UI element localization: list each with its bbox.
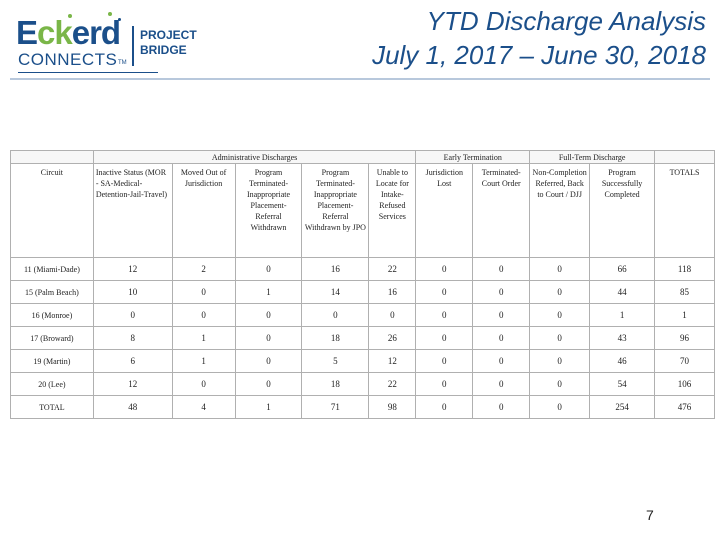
value-cell: 16 (369, 281, 416, 304)
group-header-blank (655, 151, 715, 164)
circuit-cell: 20 (Lee) (11, 373, 94, 396)
eckerd-connects-logo (10, 8, 210, 78)
value-cell: 71 (302, 396, 369, 419)
value-cell: 8 (93, 327, 172, 350)
circuit-cell: 17 (Broward) (11, 327, 94, 350)
column-header-non-completion: Non-Completion Referred, Back to Court / DJJ (530, 164, 590, 258)
value-cell: 12 (93, 258, 172, 281)
column-header-successfully-completed: Program Successfully Completed (590, 164, 655, 258)
logo-underline (18, 72, 158, 73)
table-body (11, 258, 715, 419)
value-cell: 0 (416, 304, 473, 327)
column-header-inactive-status: Inactive Status (MOR - SA-Medical-Detention-Jail-Travel) (93, 164, 172, 258)
value-cell: 1 (590, 304, 655, 327)
value-cell: 66 (590, 258, 655, 281)
value-cell: 54 (590, 373, 655, 396)
value-cell: 2 (172, 258, 235, 281)
value-cell: 18 (302, 327, 369, 350)
value-cell: 0 (473, 258, 530, 281)
value-cell: 0 (235, 258, 302, 281)
value-cell: 6 (93, 350, 172, 373)
value-cell: 26 (369, 327, 416, 350)
logo-trademark: TM (118, 60, 127, 66)
value-cell: 0 (473, 396, 530, 419)
value-cell: 0 (172, 304, 235, 327)
value-cell: 0 (172, 281, 235, 304)
value-cell: 0 (416, 350, 473, 373)
column-header-unable-to-locate: Unable to Locate for Intake-Refused Services (369, 164, 416, 258)
value-cell: 16 (302, 258, 369, 281)
logo-project-bridge: PROJECT BRIDGE (140, 28, 197, 57)
table-row (11, 304, 715, 327)
group-header-blank (11, 151, 94, 164)
value-cell: 48 (93, 396, 172, 419)
header-divider (10, 78, 710, 80)
group-header-row (11, 151, 715, 164)
logo-wordmark: Eckerd (16, 14, 121, 51)
circuit-cell: 19 (Martin) (11, 350, 94, 373)
circuit-cell: TOTAL (11, 396, 94, 419)
value-cell: 254 (590, 396, 655, 419)
table-row (11, 258, 715, 281)
value-cell: 0 (530, 281, 590, 304)
logo-divider (132, 26, 134, 66)
value-cell: 1 (172, 350, 235, 373)
value-cell: 0 (302, 304, 369, 327)
column-header-program-terminated-jpo: Program Terminated-Inappropriate Placement-Referral Withdrawn by JPO (302, 164, 369, 258)
value-cell: 0 (473, 373, 530, 396)
value-cell: 0 (473, 350, 530, 373)
slide-title (372, 4, 706, 72)
column-header-circuit: Circuit (11, 164, 94, 258)
total-cell: 118 (655, 258, 715, 281)
title-line-2: July 1, 2017 – June 30, 2018 (372, 40, 706, 70)
circuit-cell: 11 (Miami-Dade) (11, 258, 94, 281)
column-header-row (11, 164, 715, 258)
value-cell: 0 (369, 304, 416, 327)
total-row (11, 396, 715, 419)
value-cell: 0 (530, 396, 590, 419)
value-cell: 18 (302, 373, 369, 396)
total-cell: 85 (655, 281, 715, 304)
total-cell: 106 (655, 373, 715, 396)
group-header-administrative: Administrative Discharges (93, 151, 416, 164)
circuit-cell: 15 (Palm Beach) (11, 281, 94, 304)
table-row (11, 350, 715, 373)
value-cell: 1 (235, 396, 302, 419)
value-cell: 0 (530, 304, 590, 327)
value-cell: 10 (93, 281, 172, 304)
value-cell: 0 (416, 258, 473, 281)
value-cell: 0 (530, 350, 590, 373)
value-cell: 0 (530, 373, 590, 396)
column-header-jurisdiction-lost: Jurisdiction Lost (416, 164, 473, 258)
value-cell: 22 (369, 373, 416, 396)
value-cell: 4 (172, 396, 235, 419)
value-cell: 0 (473, 281, 530, 304)
value-cell: 0 (416, 281, 473, 304)
value-cell: 0 (473, 327, 530, 350)
table-row (11, 373, 715, 396)
value-cell: 1 (172, 327, 235, 350)
value-cell: 43 (590, 327, 655, 350)
value-cell: 0 (530, 258, 590, 281)
value-cell: 0 (235, 373, 302, 396)
total-cell: 476 (655, 396, 715, 419)
group-header-early-termination: Early Termination (416, 151, 530, 164)
title-line-1: YTD Discharge Analysis (426, 6, 706, 36)
value-cell: 14 (302, 281, 369, 304)
value-cell: 0 (473, 304, 530, 327)
column-header-program-terminated: Program Terminated-Inappropriate Placement-Referral Withdrawn (235, 164, 302, 258)
discharge-table (10, 150, 715, 419)
value-cell: 22 (369, 258, 416, 281)
column-header-totals: TOTALS (655, 164, 715, 258)
value-cell: 0 (172, 373, 235, 396)
value-cell: 12 (93, 373, 172, 396)
column-header-court-order: Terminated-Court Order (473, 164, 530, 258)
total-cell: 96 (655, 327, 715, 350)
logo-connects: CONNECTS (18, 50, 118, 69)
value-cell: 0 (235, 327, 302, 350)
group-header-full-term: Full-Term Discharge (530, 151, 655, 164)
table-row (11, 327, 715, 350)
total-cell: 1 (655, 304, 715, 327)
value-cell: 0 (416, 327, 473, 350)
column-header-moved-out: Moved Out of Jurisdiction (172, 164, 235, 258)
value-cell: 12 (369, 350, 416, 373)
value-cell: 0 (416, 373, 473, 396)
value-cell: 0 (93, 304, 172, 327)
value-cell: 44 (590, 281, 655, 304)
value-cell: 46 (590, 350, 655, 373)
value-cell: 5 (302, 350, 369, 373)
circuit-cell: 16 (Monroe) (11, 304, 94, 327)
value-cell: 1 (235, 281, 302, 304)
page-number: 7 (646, 507, 654, 523)
table-row (11, 281, 715, 304)
value-cell: 0 (235, 350, 302, 373)
value-cell: 0 (530, 327, 590, 350)
value-cell: 0 (235, 304, 302, 327)
value-cell: 98 (369, 396, 416, 419)
value-cell: 0 (416, 396, 473, 419)
total-cell: 70 (655, 350, 715, 373)
